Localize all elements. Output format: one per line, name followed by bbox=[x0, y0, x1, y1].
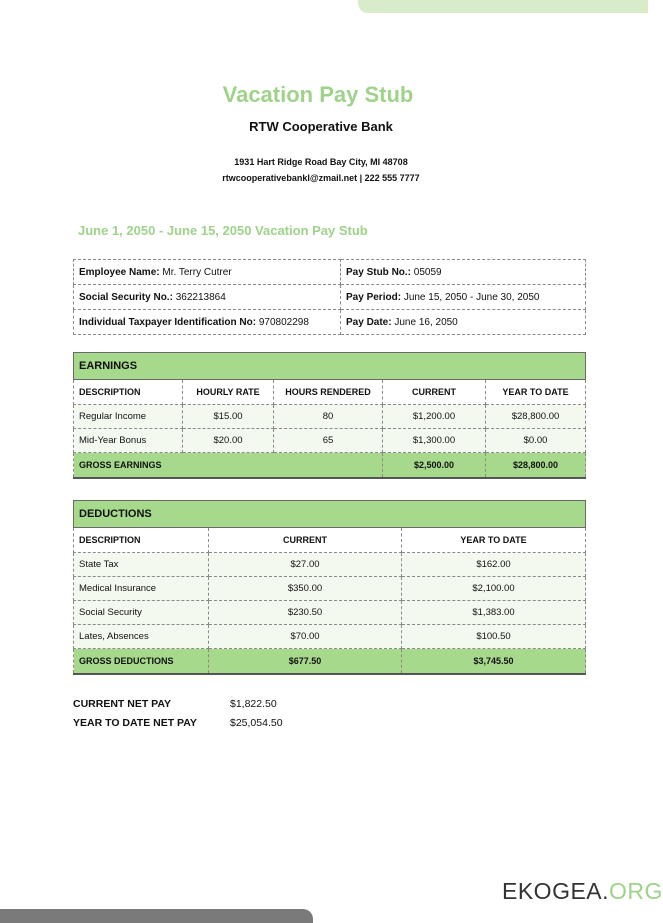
description-cell: Medical Insurance bbox=[74, 577, 209, 601]
description-cell: Mid-Year Bonus bbox=[74, 429, 183, 453]
current-cell: $70.00 bbox=[209, 625, 402, 649]
current-cell: $350.00 bbox=[209, 577, 402, 601]
document-title: Vacation Pay Stub bbox=[222, 82, 414, 107]
rate-cell: $20.00 bbox=[183, 429, 274, 453]
pay-stub-no-label: Pay Stub No.: bbox=[346, 266, 412, 278]
description-cell: State Tax bbox=[74, 553, 209, 577]
pay-period-value: June 15, 2050 - June 30, 2050 bbox=[403, 291, 540, 303]
ytd-cell: $1,383.00 bbox=[402, 601, 586, 625]
itin-cell bbox=[74, 310, 341, 335]
ssn-value: 362213864 bbox=[175, 291, 226, 303]
ytd-net-pay bbox=[73, 717, 283, 729]
employee-name-label: Employee Name: bbox=[79, 266, 160, 278]
pay-period-cell bbox=[341, 285, 586, 310]
employee-info-table bbox=[73, 259, 586, 335]
rate-cell: $15.00 bbox=[183, 405, 274, 429]
current-cell: $230.50 bbox=[209, 601, 402, 625]
table-row bbox=[74, 405, 586, 429]
bank-address: 1931 Hart Ridge Road Bay City, MI 48708 bbox=[234, 157, 408, 167]
hours-cell: 80 bbox=[274, 405, 383, 429]
table-row bbox=[74, 625, 586, 649]
current-cell: $1,200.00 bbox=[383, 405, 486, 429]
pay-stub-no-cell bbox=[341, 260, 586, 285]
gross-deductions-ytd: $3,745.50 bbox=[402, 649, 586, 675]
ekogea-logo bbox=[502, 878, 663, 905]
earnings-table bbox=[73, 352, 586, 479]
table-row bbox=[74, 577, 586, 601]
bottom-decor-bar bbox=[0, 909, 313, 923]
gross-earnings-current: $2,500.00 bbox=[383, 453, 486, 479]
table-row bbox=[74, 601, 586, 625]
gross-deductions-current: $677.50 bbox=[209, 649, 402, 675]
column-header: YEAR TO DATE bbox=[486, 380, 586, 405]
pay-date-label: Pay Date: bbox=[346, 316, 392, 328]
column-header: CURRENT bbox=[383, 380, 486, 405]
column-header: HOURS RENDERED bbox=[274, 380, 383, 405]
column-header: YEAR TO DATE bbox=[402, 528, 586, 553]
column-header: HOURLY RATE bbox=[183, 380, 274, 405]
logo-prefix: EKOGEA. bbox=[502, 878, 610, 904]
gross-earnings-label: GROSS EARNINGS bbox=[74, 453, 383, 479]
current-cell: $27.00 bbox=[209, 553, 402, 577]
ytd-cell: $28,800.00 bbox=[486, 405, 586, 429]
column-header: DESCRIPTION bbox=[74, 528, 209, 553]
ytd-net-pay-value: $25,054.50 bbox=[230, 717, 283, 729]
ssn-cell bbox=[74, 285, 341, 310]
gross-deductions-row bbox=[74, 649, 586, 675]
current-net-pay-label: CURRENT NET PAY bbox=[73, 698, 172, 710]
itin-label: Individual Taxpayer Identification No: bbox=[79, 316, 257, 328]
ytd-cell: $100.50 bbox=[402, 625, 586, 649]
period-title: June 1, 2050 - June 15, 2050 Vacation Pay Stub bbox=[78, 223, 368, 238]
table-row bbox=[74, 429, 586, 453]
top-decor-bar bbox=[358, 0, 648, 13]
bank-name: RTW Cooperative Bank bbox=[249, 119, 393, 134]
current-net-pay bbox=[73, 698, 277, 710]
pay-period-label: Pay Period: bbox=[346, 291, 402, 303]
logo-suffix: ORG bbox=[609, 878, 663, 904]
ytd-net-pay-label: YEAR TO DATE NET PAY bbox=[73, 717, 197, 729]
ytd-cell: $162.00 bbox=[402, 553, 586, 577]
description-cell: Regular Income bbox=[74, 405, 183, 429]
gross-earnings-row bbox=[74, 453, 586, 479]
deductions-table bbox=[73, 500, 586, 675]
description-cell: Social Security bbox=[74, 601, 209, 625]
pay-date-value: June 16, 2050 bbox=[394, 316, 458, 328]
gross-earnings-ytd: $28,800.00 bbox=[486, 453, 586, 479]
hours-cell: 65 bbox=[274, 429, 383, 453]
current-net-pay-value: $1,822.50 bbox=[230, 698, 277, 710]
current-cell: $1,300.00 bbox=[383, 429, 486, 453]
gross-deductions-label: GROSS DEDUCTIONS bbox=[74, 649, 209, 675]
employee-name-cell bbox=[74, 260, 341, 285]
pay-date-cell bbox=[341, 310, 586, 335]
bank-contact: rtwcooperativebankl@zmail.net | 222 555 7777 bbox=[222, 173, 420, 183]
deductions-heading: DEDUCTIONS bbox=[74, 501, 586, 528]
ytd-cell: $0.00 bbox=[486, 429, 586, 453]
ytd-cell: $2,100.00 bbox=[402, 577, 586, 601]
table-row bbox=[74, 553, 586, 577]
description-cell: Lates, Absences bbox=[74, 625, 209, 649]
ssn-label: Social Security No.: bbox=[79, 291, 173, 303]
column-header: CURRENT bbox=[209, 528, 402, 553]
itin-value: 970802298 bbox=[258, 316, 309, 328]
earnings-heading: EARNINGS bbox=[74, 353, 586, 380]
pay-stub-no-value: 05059 bbox=[413, 266, 442, 278]
employee-name-value: Mr. Terry Cutrer bbox=[162, 266, 232, 278]
column-header: DESCRIPTION bbox=[74, 380, 183, 405]
